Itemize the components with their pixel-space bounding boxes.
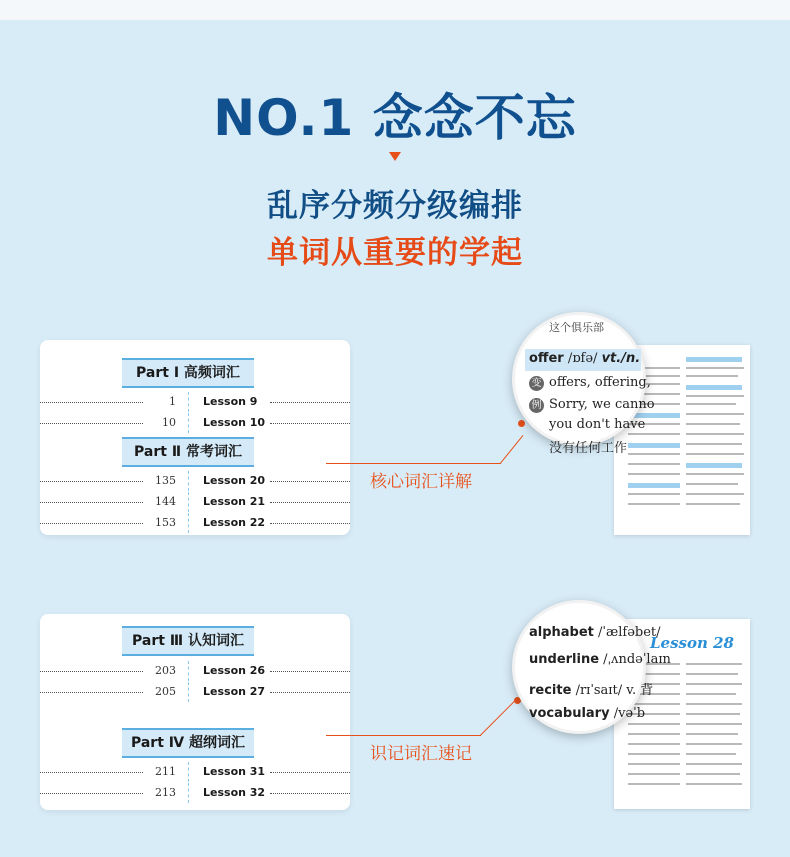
toc-page: 205 <box>155 685 176 698</box>
part-header: Part Ⅳ 超纲词汇 <box>122 728 254 758</box>
callout-line <box>326 735 481 736</box>
mag-line: 没有任何工作 <box>549 441 628 456</box>
toc-lesson: Lesson 27 <box>203 685 266 698</box>
mag-line: Sorry, we canno <box>549 397 655 412</box>
mag-word: underline <box>529 652 600 667</box>
down-triangle-icon <box>389 152 401 161</box>
mag-word: alphabet <box>529 625 594 640</box>
magnifier-2 <box>512 600 671 734</box>
callout-label-2: 识记词汇速记 <box>370 744 472 764</box>
mag-phonetic: /vəˈb <box>613 706 646 721</box>
toc-row <box>40 413 350 433</box>
toc-row <box>40 392 350 412</box>
mag-pos: vt./n. <box>601 351 641 366</box>
toc-page: 144 <box>155 495 176 508</box>
toc-page: 10 <box>162 416 176 429</box>
callout-label-1: 核心词汇详解 <box>370 472 472 492</box>
toc-row <box>40 682 350 702</box>
toc-lesson: Lesson 9 <box>203 395 258 408</box>
toc-page: 213 <box>155 786 176 799</box>
part-header: Part Ⅲ 认知词汇 <box>122 626 254 656</box>
callout-dot <box>518 420 525 427</box>
toc-lesson: Lesson 21 <box>203 495 266 508</box>
badge-icon: 例 <box>529 398 544 413</box>
toc-page: 135 <box>155 474 176 487</box>
toc-card-2 <box>40 614 350 810</box>
toc-row <box>40 492 350 512</box>
toc-page: 153 <box>155 516 176 529</box>
subtitle-2: 单词从重要的学起 <box>267 235 523 271</box>
toc-row <box>40 513 350 533</box>
callout-line <box>480 700 516 736</box>
mag-line: offers, offering, <box>549 375 651 390</box>
toc-page: 211 <box>155 765 176 778</box>
mag-top-text: 这个俱乐部 <box>549 321 604 334</box>
toc-row <box>40 471 350 491</box>
part-header: Part Ⅰ 高频词汇 <box>122 358 254 388</box>
toc-lesson: Lesson 22 <box>203 516 266 529</box>
part-header: Part Ⅱ 常考词汇 <box>122 437 254 467</box>
toc-lesson: Lesson 10 <box>203 416 266 429</box>
mag-line: you don't have <box>549 417 646 432</box>
toc-lesson: Lesson 32 <box>203 786 266 799</box>
badge-icon: 变 <box>529 376 544 391</box>
mag-phonetic: /rɪˈsaɪt/ v. 背 <box>575 683 654 698</box>
magnifier-1 <box>512 312 655 456</box>
headline: NO.1 念念不忘 <box>213 89 577 147</box>
toc-row <box>40 783 350 803</box>
callout-line <box>326 463 501 464</box>
lesson-logo: Lesson 28 <box>650 634 734 652</box>
mag-entry: offer <box>529 351 564 366</box>
toc-page: 203 <box>155 664 176 677</box>
toc-row <box>40 762 350 782</box>
mag-word: vocabulary <box>529 706 610 721</box>
mag-word: recite <box>529 683 572 698</box>
toc-lesson: Lesson 26 <box>203 664 266 677</box>
mag-phonetic: /ɒfə/ <box>567 351 598 366</box>
toc-lesson: Lesson 20 <box>203 474 266 487</box>
toc-card-1 <box>40 340 350 535</box>
mag-phonetic: /ˌʌndəˈlaɪn <box>603 652 671 667</box>
top-band <box>0 0 790 20</box>
subtitle-1: 乱序分频分级编排 <box>267 188 523 224</box>
callout-line <box>500 435 523 464</box>
toc-page: 1 <box>169 395 176 408</box>
toc-lesson: Lesson 31 <box>203 765 266 778</box>
mag-phonetic: /ˈælfəbet/ <box>598 625 661 640</box>
toc-row <box>40 661 350 681</box>
